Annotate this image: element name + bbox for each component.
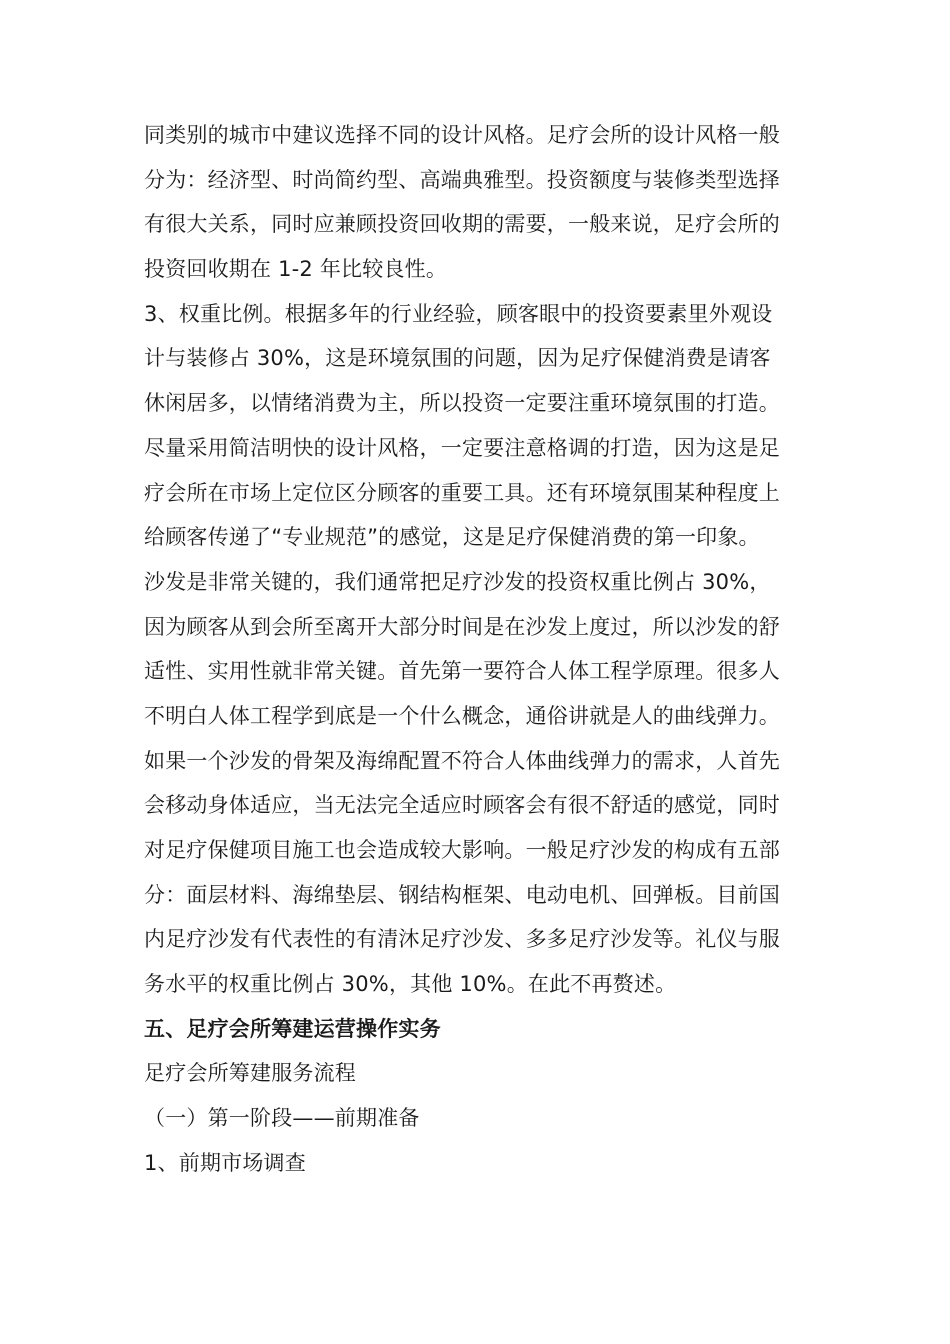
paragraph-line: 沙发是非常关键的，我们通常把足疗沙发的投资权重比例占 30%， [144,569,771,594]
paragraph-line: 尽量采用简洁明快的设计风格，一定要注意格调的打造，因为这是足 [144,435,780,460]
paragraph-line: 会移动身体适应，当无法完全适应时顾客会有很不舒适的感觉，同时 [144,793,780,818]
subheading: 足疗会所筹建服务流程 [144,1061,356,1086]
paragraph-line: 有很大关系，同时应兼顾投资回收期的需要，一般来说，足疗会所的 [144,212,780,237]
paragraph-line: 不明白人体工程学到底是一个什么概念，通俗讲就是人的曲线弹力。 [144,703,780,728]
paragraph-line: 因为顾客从到会所至离开大部分时间是在沙发上度过，所以沙发的舒 [144,614,780,639]
paragraph-line: 3、权重比例。根据多年的行业经验，顾客眼中的投资要素里外观设 [144,301,773,326]
stage-title: （一）第一阶段——前期准备 [144,1106,420,1131]
paragraph-line: 内足疗沙发有代表性的有清沐足疗沙发、多多足疗沙发等。礼仪与服 [144,927,780,952]
item-title: 1、前期市场调查 [144,1150,306,1175]
paragraph-line: 休闲居多，以情绪消费为主，所以投资一定要注重环境氛围的打造。 [144,391,780,416]
paragraph-line: 对足疗保健项目施工也会造成较大影响。一般足疗沙发的构成有五部 [144,838,780,862]
paragraph-line: 务水平的权重比例占 30%，其他 10%。在此不再赘述。 [144,972,677,997]
paragraph-line: 投资回收期在 1-2 年比较良性。 [144,257,448,282]
document-body [144,113,812,1186]
paragraph-line: 适性、实用性就非常关键。首先第一要符合人体工程学原理。很多人 [144,659,780,684]
section-heading: 五、足疗会所筹建运营操作实务 [144,1016,441,1041]
paragraph-line: 给顾客传递了“专业规范”的感觉，这是足疗保健消费的第一印象。 [144,525,760,550]
paragraph-line: 同类别的城市中建议选择不同的设计风格。足疗会所的设计风格一般 [144,123,780,147]
paragraph-line: 如果一个沙发的骨架及海绵配置不符合人体曲线弹力的需求，人首先 [144,748,780,773]
paragraph-line: 分为：经济型、时尚简约型、高端典雅型。投资额度与装修类型选择 [144,167,780,192]
paragraph-line: 疗会所在市场上定位区分顾客的重要工具。还有环境氛围某种程度上 [144,480,780,505]
paragraph-line: 分：面层材料、海绵垫层、钢结构框架、电动电机、回弹板。目前国 [144,882,780,907]
paragraph-line: 计与装修占 30%，这是环境氛围的问题，因为足疗保健消费是请客 [144,346,771,371]
